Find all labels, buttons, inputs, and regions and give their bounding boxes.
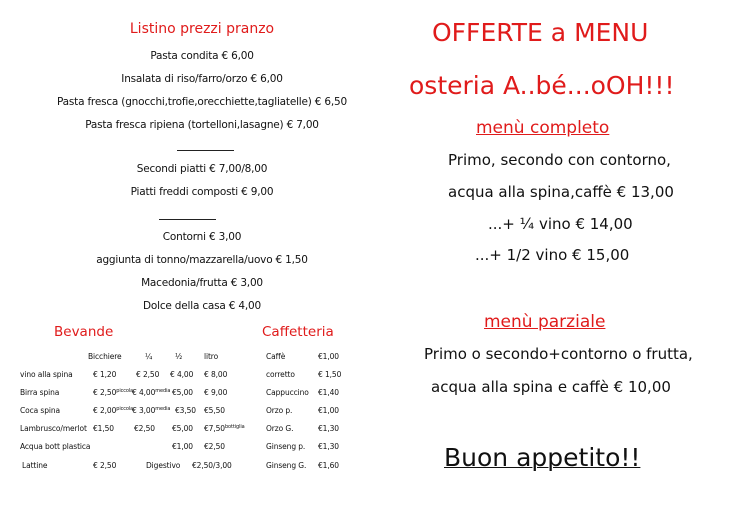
bevande-row-price-litro: €2,50 xyxy=(204,442,225,451)
caffe-item-name: Orzo p. xyxy=(266,406,293,415)
divider-1 xyxy=(177,150,234,151)
bevande-row-price-glass: € $2,50^{piccola}$ xyxy=(93,388,134,397)
size-note: piccola xyxy=(116,406,134,412)
caffe-item-price: €1,00 xyxy=(318,406,339,415)
digestivo-price: €2,50/3,00 xyxy=(192,461,232,470)
bevande-row-price-quarter: € $4,00^{media}$ xyxy=(132,388,171,397)
bevande-header-half: ½ xyxy=(175,352,183,361)
caffe-item-price: €1,40 xyxy=(318,388,339,397)
bevande-title: Bevande xyxy=(54,324,114,340)
size-note: media xyxy=(155,388,171,394)
bevande-row-price-glass: € $2,00^{piccola}$ xyxy=(93,406,134,415)
menu-parziale-line: Primo o secondo+contorno o frutta, xyxy=(424,345,693,363)
bevande-row-price-half: €5,00 xyxy=(172,424,193,433)
menu-completo-line: acqua alla spina,caffè € 13,00 xyxy=(448,183,674,201)
menu-completo-line: ...+ 1/2 vino € 15,00 xyxy=(475,246,630,264)
menu-line-contorni: Contorni € 3,00 xyxy=(162,231,242,243)
size-note: bottiglia xyxy=(224,424,245,430)
bevande-row-price-glass: € 2,50 xyxy=(93,461,117,470)
menu-line-macedonia: Macedonia/frutta € 3,00 xyxy=(141,277,263,289)
menu-line-piatti-freddi: Piatti freddi composti € 9,00 xyxy=(130,186,274,198)
menu-parziale-title: menù parziale xyxy=(484,312,606,332)
bevande-row-price-litro: € 8,00 xyxy=(204,370,228,379)
caffe-item-name: Ginseng G. xyxy=(266,461,307,470)
bevande-row-price-glass: € 1,20 xyxy=(93,370,117,379)
digestivo-label: Digestivo xyxy=(146,461,181,470)
caffe-item-name: Caffè xyxy=(266,352,286,361)
menu-completo-title: menù completo xyxy=(476,118,610,138)
bevande-row-name: Lattine xyxy=(22,461,48,470)
menu-line-secondi: Secondi piatti € 7,00/8,00 xyxy=(136,163,268,175)
bevande-row-price-quarter: € 2,50 xyxy=(136,370,160,379)
closing-greeting: Buon appetito!! xyxy=(444,443,641,472)
menu-line-aggiunta: aggiunta di tonno/mazzarella/uovo € 1,50 xyxy=(96,254,308,266)
bevande-row-price-litro: €5,50 xyxy=(204,406,225,415)
osteria-name: osteria A..bé...oOH!!! xyxy=(409,71,675,100)
caffe-item-name: corretto xyxy=(266,370,295,379)
caffe-item-name: Orzo G. xyxy=(266,424,294,433)
menu-line-insalata: Insalata di riso/farro/orzo € 6,00 xyxy=(121,73,283,85)
bevande-row-name: Coca spina xyxy=(20,406,61,415)
caffe-item-name: Cappuccino xyxy=(266,388,309,397)
bevande-row-price-litro: $€7,50^{bottiglia}$ xyxy=(204,424,245,433)
bevande-row-name: Birra spina xyxy=(20,388,60,397)
menu-line-pasta-ripiena: Pasta fresca ripiena (tortelloni,lasagne) € 7,00 xyxy=(85,119,319,131)
lunch-price-list-title: Listino prezzi pranzo xyxy=(129,21,275,37)
size-note: media xyxy=(155,406,171,412)
bevande-row-price-half: €3,50 xyxy=(175,406,196,415)
caffe-item-name: Ginseng p. xyxy=(266,442,306,451)
bevande-row-price-quarter: €2,50 xyxy=(134,424,155,433)
bevande-row-price-quarter: € $3,00^{media}$ xyxy=(132,406,171,415)
menu-line-pasta-fresca: Pasta fresca (gnocchi,trofie,orecchiette,tagliatelle) € 6,50 xyxy=(56,96,347,108)
bevande-row-price-glass: €1,50 xyxy=(93,424,114,433)
bevande-row-name: Acqua bott plastica xyxy=(20,442,91,451)
bevande-header-bicchiere: Bicchiere xyxy=(88,352,122,361)
bevande-row-name: Lambrusco/merlot xyxy=(20,424,87,433)
bevande-header-litro: litro xyxy=(204,352,219,361)
bevande-row-price-half: €5,00 xyxy=(172,388,193,397)
bevande-header-quarter: ¼ xyxy=(145,352,153,361)
menu-line-dolce: Dolce della casa € 4,00 xyxy=(143,300,261,312)
bevande-row-name: vino alla spina xyxy=(20,370,73,379)
size-note: piccola xyxy=(116,388,134,394)
divider-2 xyxy=(159,219,216,220)
caffe-item-price: €1,00 xyxy=(318,352,339,361)
menu-completo-line: Primo, secondo con contorno, xyxy=(448,151,671,169)
bevande-row-price-half: €1,00 xyxy=(172,442,193,451)
bevande-row-price-litro: € 9,00 xyxy=(204,388,228,397)
bevande-row-price-half: € 4,00 xyxy=(170,370,194,379)
caffe-item-price: €1,60 xyxy=(318,461,339,470)
caffe-item-price: €1,30 xyxy=(318,424,339,433)
menu-completo-line: ...+ ¼ vino € 14,00 xyxy=(488,215,633,233)
caffe-item-price: € 1,50 xyxy=(318,370,342,379)
caffetteria-title: Caffetteria xyxy=(262,324,334,340)
offers-title: OFFERTE a MENU xyxy=(432,18,649,47)
caffe-item-price: €1,30 xyxy=(318,442,339,451)
menu-parziale-line: acqua alla spina e caffè € 10,00 xyxy=(431,378,671,396)
menu-line-pasta-condita: Pasta condita € 6,00 xyxy=(150,50,254,62)
